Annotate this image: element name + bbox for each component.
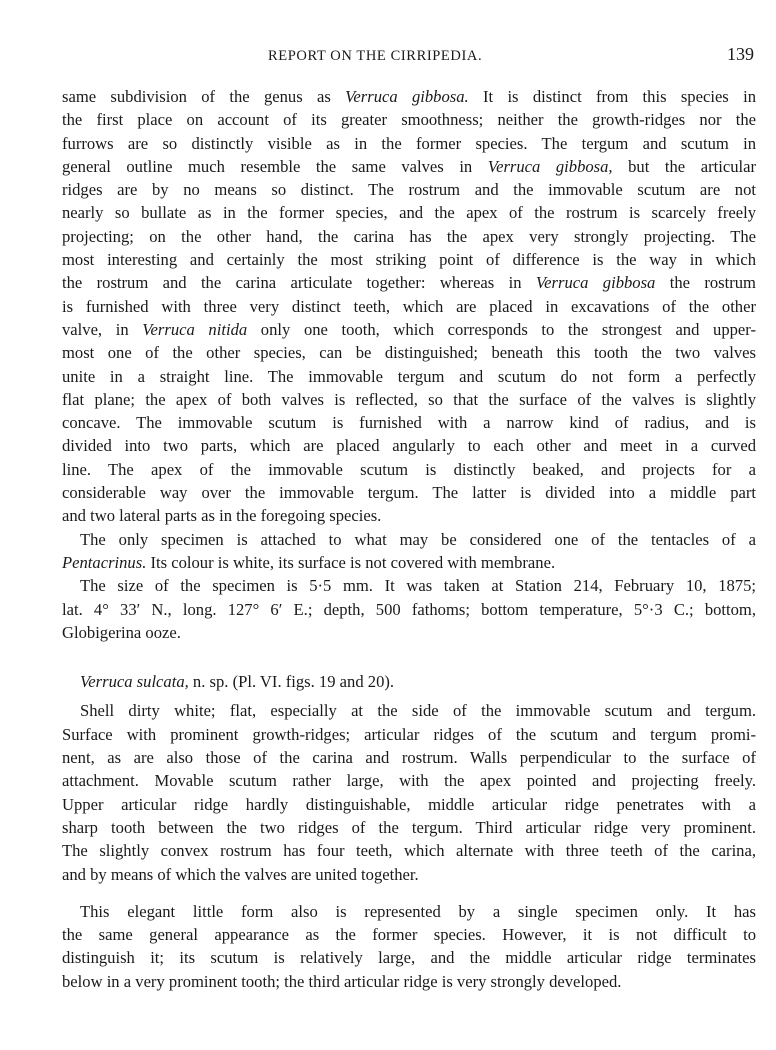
text-line xyxy=(62,411,756,434)
text-line xyxy=(62,793,756,816)
text-line xyxy=(62,108,756,131)
text-run: Surface with prominent growth-ridges; articular ridges of the scutum and tergum promi- xyxy=(62,724,756,744)
text-line xyxy=(62,723,756,746)
text-run: n. sp. (Pl. VI. figs. 19 and 20). xyxy=(188,672,395,692)
text-run: general outline much resemble the same valves in xyxy=(62,156,488,176)
text-line xyxy=(62,132,756,155)
paragraph xyxy=(62,528,756,575)
text-run: is furnished with three very distinct teeth, which are placed in excavations of the other xyxy=(62,296,756,316)
text-run: line. The apex of the immovable scutum is distinctly beaked, and projects for a xyxy=(62,459,756,479)
paragraph xyxy=(62,574,756,644)
text-line xyxy=(62,271,756,294)
text-line xyxy=(62,970,756,993)
text-run: divided into two parts, which are placed angularly to each other and meet in a curved xyxy=(62,436,756,456)
running-header xyxy=(0,44,776,68)
text-line xyxy=(62,365,756,388)
text-run: most one of the other species, can be distinguished; beneath this tooth the two valves xyxy=(62,343,756,363)
text-run: the rostrum and the carina articulate together: whereas in xyxy=(62,273,536,293)
text-line xyxy=(62,178,756,201)
text-run: valve, in xyxy=(62,319,143,339)
text-line xyxy=(62,551,756,574)
text-run: but the articular xyxy=(612,156,756,176)
text-run: same subdivision of the genus as xyxy=(62,87,346,106)
text-line xyxy=(62,863,756,886)
species-heading xyxy=(62,670,756,693)
text-line xyxy=(62,504,756,527)
text-line xyxy=(62,341,756,364)
text-line xyxy=(62,598,756,621)
text-line xyxy=(62,923,756,946)
text-run: only one tooth, which corresponds to the strongest and upper- xyxy=(247,319,757,339)
text-run: furrows are so distinctly visible as in the former species. The tergum and scutum in xyxy=(62,133,756,153)
text-run: concave. The immovable scutum is furnished with a narrow kind of radius, and is xyxy=(62,413,756,433)
text-run: Upper articular ridge hardly distinguishable, middle articular ridge penetrates with a xyxy=(62,794,756,814)
text-run: sharp tooth between the two ridges of the tergum. Third articular ridge very prominent. xyxy=(62,817,756,837)
text-run: and two lateral parts as in the foregoing species. xyxy=(62,506,382,526)
text-run: considerable way over the immovable tergum. The latter is divided into a middle part xyxy=(62,483,756,503)
running-title: REPORT ON THE CIRRIPEDIA. xyxy=(268,48,483,64)
paragraph xyxy=(62,85,756,528)
page-body xyxy=(62,85,756,993)
text-line xyxy=(62,85,756,108)
text-run: and by means of which the valves are united together. xyxy=(62,864,419,884)
text-line xyxy=(62,528,756,551)
text-run: The size of the specimen is 5·5 mm. It was taken at Station 214, February 10, 1875; xyxy=(80,576,756,596)
text-run: This elegant little form also is represented by a single specimen only. It has xyxy=(80,901,756,921)
text-line xyxy=(62,621,756,644)
text-run: It is distinct from this species in xyxy=(468,87,756,106)
text-line xyxy=(62,670,756,693)
text-run: the first place on account of its greater smoothness; neither the growth-ridges nor the xyxy=(62,110,756,130)
italic-text: Verruca gibbosa, xyxy=(487,156,613,176)
text-run: ridges are by no means so distinct. The rostrum and the immovable scutum are not xyxy=(62,180,756,200)
text-line xyxy=(62,201,756,224)
text-line xyxy=(62,155,756,178)
text-run: the rostrum xyxy=(655,273,756,293)
text-line xyxy=(62,388,756,411)
text-run: most interesting and certainly the most striking point of difference is the way in which xyxy=(62,250,756,270)
text-run: lat. 4° 33′ N., long. 127° 6′ E.; depth, 500 fathoms; bottom temperature, 5°·3 C.; bottom, xyxy=(62,599,756,619)
text-line xyxy=(62,318,756,341)
text-line xyxy=(62,946,756,969)
text-line xyxy=(62,434,756,457)
text-run: distinguish it; its scutum is relatively large, and the middle articular ridge terminates xyxy=(62,948,756,968)
paragraph xyxy=(62,900,756,993)
text-run: unite in a straight line. The immovable tergum and scutum do not form a perfectly xyxy=(62,366,756,386)
text-line xyxy=(62,699,756,722)
text-line xyxy=(62,295,756,318)
text-run: the same general appearance as the former species. However, it is not difficult to xyxy=(62,925,756,945)
text-line xyxy=(62,481,756,504)
text-run: nent, as are also those of the carina and rostrum. Walls perpendicular to the surface of xyxy=(62,748,756,768)
paragraph xyxy=(62,699,756,885)
page-number: 139 xyxy=(727,44,754,64)
text-run: The only specimen is attached to what may be considered one of the tentacles of a xyxy=(80,529,756,549)
text-run: attachment. Movable scutum rather large, with the apex pointed and projecting freely. xyxy=(62,771,756,791)
italic-text: Pentacrinus. xyxy=(62,552,147,572)
text-run: below in a very prominent tooth; the third articular ridge is very strongly developed. xyxy=(62,971,622,991)
text-line xyxy=(62,746,756,769)
text-line xyxy=(62,458,756,481)
text-line xyxy=(62,900,756,923)
text-line xyxy=(62,839,756,862)
italic-text: Verruca gibbosa. xyxy=(345,87,469,106)
text-line xyxy=(62,574,756,597)
text-line xyxy=(62,769,756,792)
text-run: Shell dirty white; flat, especially at the side of the immovable scutum and tergum. xyxy=(80,701,756,721)
text-run: nearly so bullate as in the former species, and the apex of the rostrum is scarcely freely xyxy=(62,203,756,223)
italic-text: Verruca gibbosa xyxy=(535,273,656,293)
text-line xyxy=(62,225,756,248)
italic-text: Verruca sulcata, xyxy=(80,672,189,692)
text-line xyxy=(62,816,756,839)
text-run: projecting; on the other hand, the carina has the apex very strongly projecting. The xyxy=(62,226,756,246)
text-line xyxy=(62,248,756,271)
text-run: Its colour is white, its surface is not covered with membrane. xyxy=(146,552,556,572)
text-run: Globigerina ooze. xyxy=(62,622,181,642)
text-run: flat plane; the apex of both valves is reflected, so that the surface of the valves is slightly xyxy=(62,389,756,409)
italic-text: Verruca nitida xyxy=(142,319,248,339)
text-run: The slightly convex rostrum has four teeth, which alternate with three teeth of the carina, xyxy=(62,841,756,861)
